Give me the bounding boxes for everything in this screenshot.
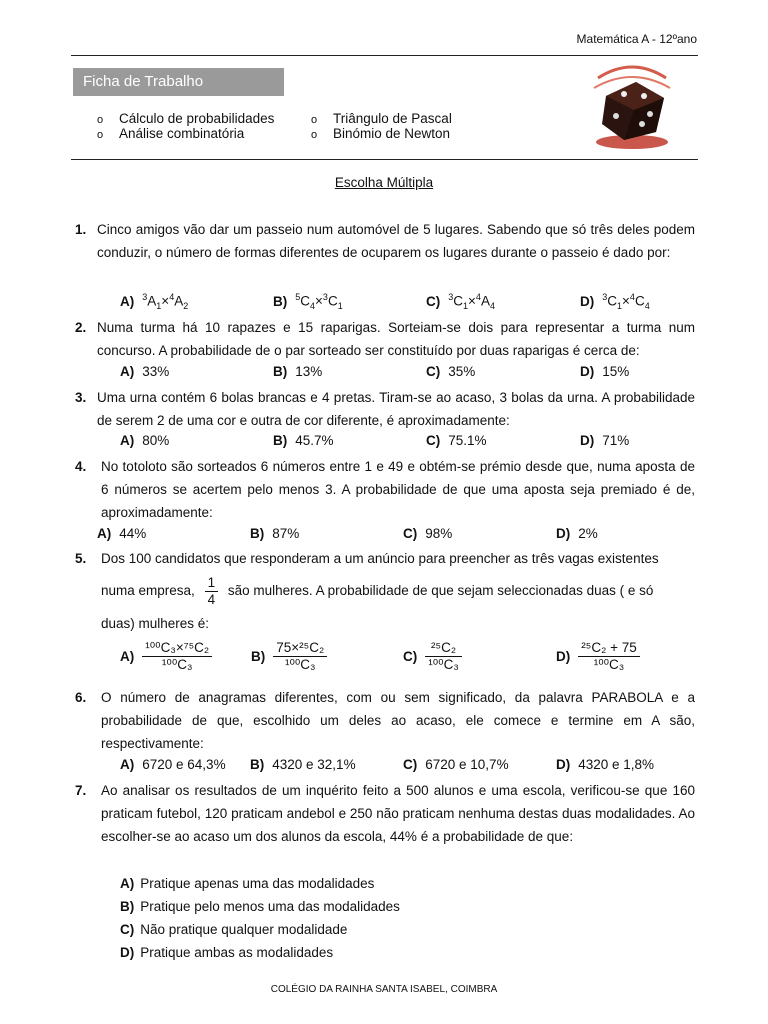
question-2 [75,316,695,362]
option-d[interactable]: D) 15% [580,364,630,379]
question-3 [75,386,695,432]
question-7 [75,779,695,848]
option-c[interactable]: C) 6720 e 10,7% [403,757,509,772]
question-number: 6. [75,690,87,705]
options-q4 [0,526,768,548]
question-number: 2. [75,320,87,335]
subject-header: Matemática A - 12ºano [576,32,697,46]
bullet-marker: o [97,129,104,141]
worksheet-title: Ficha de Trabalho [73,68,284,96]
bullet-marker: o [97,114,104,126]
options-q1 [0,292,768,316]
question-text: Numa turma há 10 rapazes e 15 raparigas. Sorteiam-se dois para representar a turma num concurso. A probabilidade de o par sorteado ser constituído por duas raparigas é cerca de: [97,320,695,358]
question-text: No totoloto são sorteados 6 números entre 1 e 49 e obtém-se prémio desde que, numa aposta de 6 números se acertem pelo menos 3. A probabilidade de que uma aposta seja premiado é de, aproximadamente: [101,459,695,520]
option-d[interactable]: D) Pratique ambas as modalidades [120,945,334,960]
bullet-marker: o [311,114,318,126]
dice-icon [584,58,680,154]
question-number: 7. [75,783,87,798]
question-4 [75,455,695,524]
topic-item: o Triângulo de Pascal [311,111,452,126]
topic-item: o Binómio de Newton [311,126,451,141]
option-a[interactable]: A) Pratique apenas uma das modalidades [120,876,375,891]
question-number: 1. [75,222,87,237]
option-d[interactable]: D) $^3C_1\times^4C_4$ [580,292,650,312]
header-divider [71,55,698,56]
options-q7 [120,872,400,964]
option-a[interactable]: A) $\frac{\text{¹⁰⁰C₃×⁷⁵C₂}}{\text{¹⁰⁰C₃}}$ [120,640,212,673]
topic-list-left [97,111,274,141]
question-5-line3: duas) mulheres é: [101,616,210,631]
option-c[interactable]: C) Não pratique qualquer modalidade [120,922,348,937]
option-b[interactable]: B) Pratique pelo menos uma das modalidades [120,899,400,914]
option-d[interactable]: D) 2% [556,526,598,541]
option-b[interactable]: B) 45.7% [273,433,334,448]
bullet-marker: o [311,129,318,141]
option-c[interactable]: C) $\frac{\text{²⁵C₂}}{\text{¹⁰⁰C₃}}$ [403,640,462,673]
option-c[interactable]: C) $^3C_1\times^4A_4$ [426,292,495,312]
question-text: Ao analisar os resultados de um inquérito feito a 500 alunos e uma escola, verificou-se que 160 praticam futebol, 120 praticam andebol e 250 não praticam nenhuma destas duas modalidades. Ao escolher-se ao acaso um dos alunos da escola, 44% é a probabilidade de que: [101,783,695,844]
option-b[interactable]: B) $^5C_4\times^3C_1$ [273,292,343,312]
option-b[interactable]: B) 13% [273,364,323,379]
footer-school: COLÉGIO DA RAINHA SANTA ISABEL, COIMBRA [270,984,498,995]
question-text: Cinco amigos vão dar um passeio num automóvel de 5 lugares. Sabendo que só três deles podem conduzir, o número de formas diferentes de ocuparem os lugares durante o passeio é dado por: [97,222,695,260]
question-5-line2: numa empresa, $\frac{1}{4}$ são mulheres. A probabilidade de que sejam seleccionadas duas ( e só [101,575,654,607]
options-q2 [0,364,768,386]
option-d[interactable]: D) $\frac{\text{²⁵C₂ + 75}}{\text{¹⁰⁰C₃}}$ [556,640,640,673]
question-text: O número de anagramas diferentes, com ou sem significado, da palavra PARABOLA e a probabilidade de que, escolhido um deles ao acaso, ele comece e termine em A são, respectivamente: [101,690,695,751]
question-number: 3. [75,390,87,405]
section-divider [71,159,698,160]
topic-item: o Cálculo de probabilidades [97,111,275,126]
section-title: Escolha Múltipla [334,175,434,190]
option-a[interactable]: A) 80% [120,433,170,448]
option-a[interactable]: A) $^3A_1\times^4A_2$ [120,292,189,312]
question-6 [75,686,695,755]
option-b[interactable]: B) $\frac{\text{75×²⁵C₂}}{\text{¹⁰⁰C₃}}$ [251,640,327,673]
option-c[interactable]: C) 35% [426,364,476,379]
options-q5 [0,640,768,680]
option-d[interactable]: D) 71% [580,433,630,448]
option-c[interactable]: C) 98% [403,526,453,541]
options-q3 [0,433,768,455]
option-b[interactable]: B) 87% [250,526,300,541]
question-text: Dos 100 candidatos que responderam a um anúncio para preencher as três vagas existentes [101,551,659,566]
fraction: $\frac{1}{4}$ [205,575,219,608]
option-a[interactable]: A) 33% [120,364,170,379]
topic-list-right [311,111,452,141]
option-b[interactable]: B) 4320 e 32,1% [250,757,356,772]
option-d[interactable]: D) 4320 e 1,8% [556,757,655,772]
option-c[interactable]: C) 75.1% [426,433,487,448]
question-text: Uma urna contém 6 bolas brancas e 4 pretas. Tiram-se ao acaso, 3 bolas da urna. A probabilidade de serem 2 de uma cor e outra de cor diferente, é aproximadamente: [97,390,695,428]
question-number: 4. [75,459,87,474]
topic-item: o Análise combinatória [97,126,245,141]
question-5 [75,547,695,570]
option-a[interactable]: A) 6720 e 64,3% [120,757,226,772]
option-a[interactable]: A) 44% [97,526,147,541]
options-q6 [0,757,768,779]
question-1 [75,218,695,264]
question-number: 5. [75,551,87,566]
